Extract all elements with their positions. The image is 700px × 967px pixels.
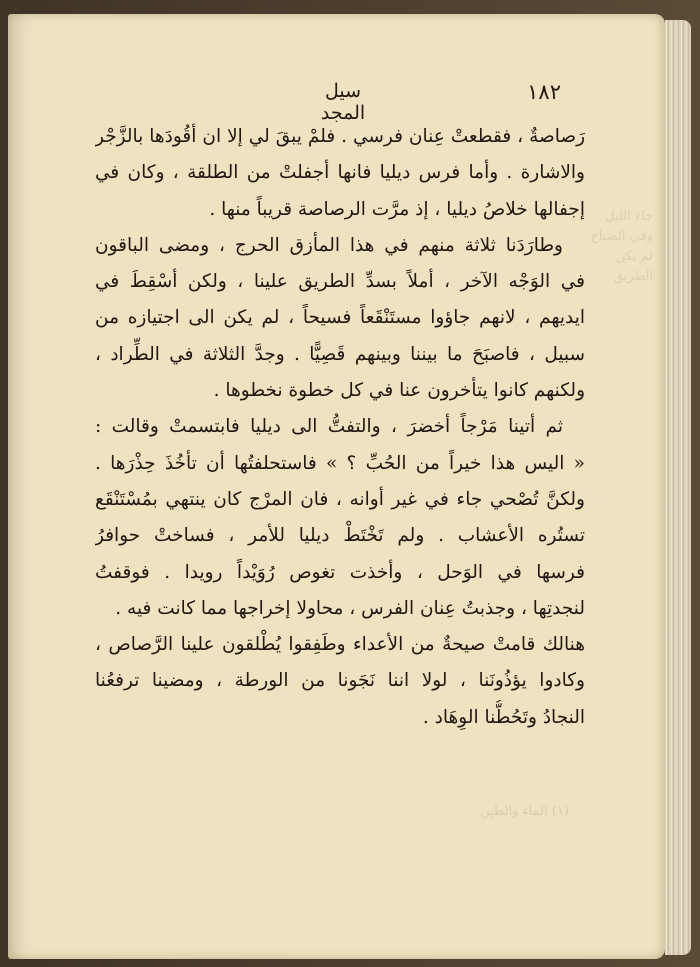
text-line: إجفالها خلاصُ ديليا ، إذ مرَّت الرصاصة قريباً منها . xyxy=(209,198,585,220)
page-edges xyxy=(665,20,691,955)
text-line: وكادوا يؤذُونَنا ، لولا اننا نَجَونا من الورطة ، ومضينا ترفعُنا xyxy=(95,670,585,692)
text-line: فرسها في الوَحل ، وأخذت تغوص رُوَيْداً رويدا . فوقفتُ xyxy=(95,561,585,583)
text-line: « اليس هذا خيراً من الحُبِّ ؟ » فاستحلفتُها أن تأخُذَ حِذْرَها . xyxy=(95,452,585,474)
bleed-through-footnote: (١) الماء والطين xyxy=(480,804,569,819)
running-title: سيل المجد xyxy=(320,80,366,124)
page-number: ١٨٢ xyxy=(527,80,561,104)
text-line: ولكنهم كانوا يتأخرون عنا في كل خطوة نخطوها . xyxy=(213,380,585,402)
bleed-through-text: جاء الليل وفي الصباح لم يكن الطريق xyxy=(590,209,653,284)
text-line: ايديهم ، لانهم جاؤوا مستَنْقَعاً فسيحاً ، لم يكن الى اجتيازه من xyxy=(95,307,585,329)
text-line: سبيل ، فاصبَحَ ما بيننا وبينهم قَصِيًّا . وجدَّ الثلاثة في الطِّراد ، xyxy=(95,343,585,365)
text-line: ثم أتينا مَرْجاً أخضرَ ، والتفتُّ الى ديليا فابتسمتْ وقالت : xyxy=(95,416,563,438)
text-line: والاشارة . وأما فرس ديليا فانها أجفلتْ من الطلقة ، وكان في xyxy=(95,162,585,184)
page-header xyxy=(8,80,665,124)
text-line: هنالك قامتْ صيحةٌ من الأعداء وطَفِقوا يُطْلقون علينا الرَّصاص ، xyxy=(95,634,585,656)
text-line: ولكنَّ تُصْحي جاء في غير أوانه ، فان المرْج كان ينتهي بمُسْتَنْقَع xyxy=(95,488,585,510)
text-line: النجادُ وتَحُطُّنا الوِهَاد . xyxy=(422,706,585,728)
text-line: تستُره الأعشاب . ولم تَخْتَطْ ديليا للأمر ، فساختْ حوافرُ xyxy=(95,525,585,547)
text-line: لنجدتِها ، وجذبتُ عِنان الفرس ، محاولا إخراجها مما كانت فيه . xyxy=(115,597,585,619)
body-text xyxy=(95,119,585,736)
book-page xyxy=(8,14,665,959)
text-line: وطارَدَنا ثلاثة منهم في هذا المأزق الحرج ، ومضى الباقون xyxy=(95,234,563,256)
text-line: رَصاصةٌ ، فقطعتْ عِنان فرسي . فلمْ يبقَ لي إلا ان أقُودَها بالزَّجْر xyxy=(95,126,585,147)
text-line: في الوَجْه الآخر ، أملاً بسدِّ الطريق علينا ، ولكن أسْقِطَ في xyxy=(95,271,585,293)
